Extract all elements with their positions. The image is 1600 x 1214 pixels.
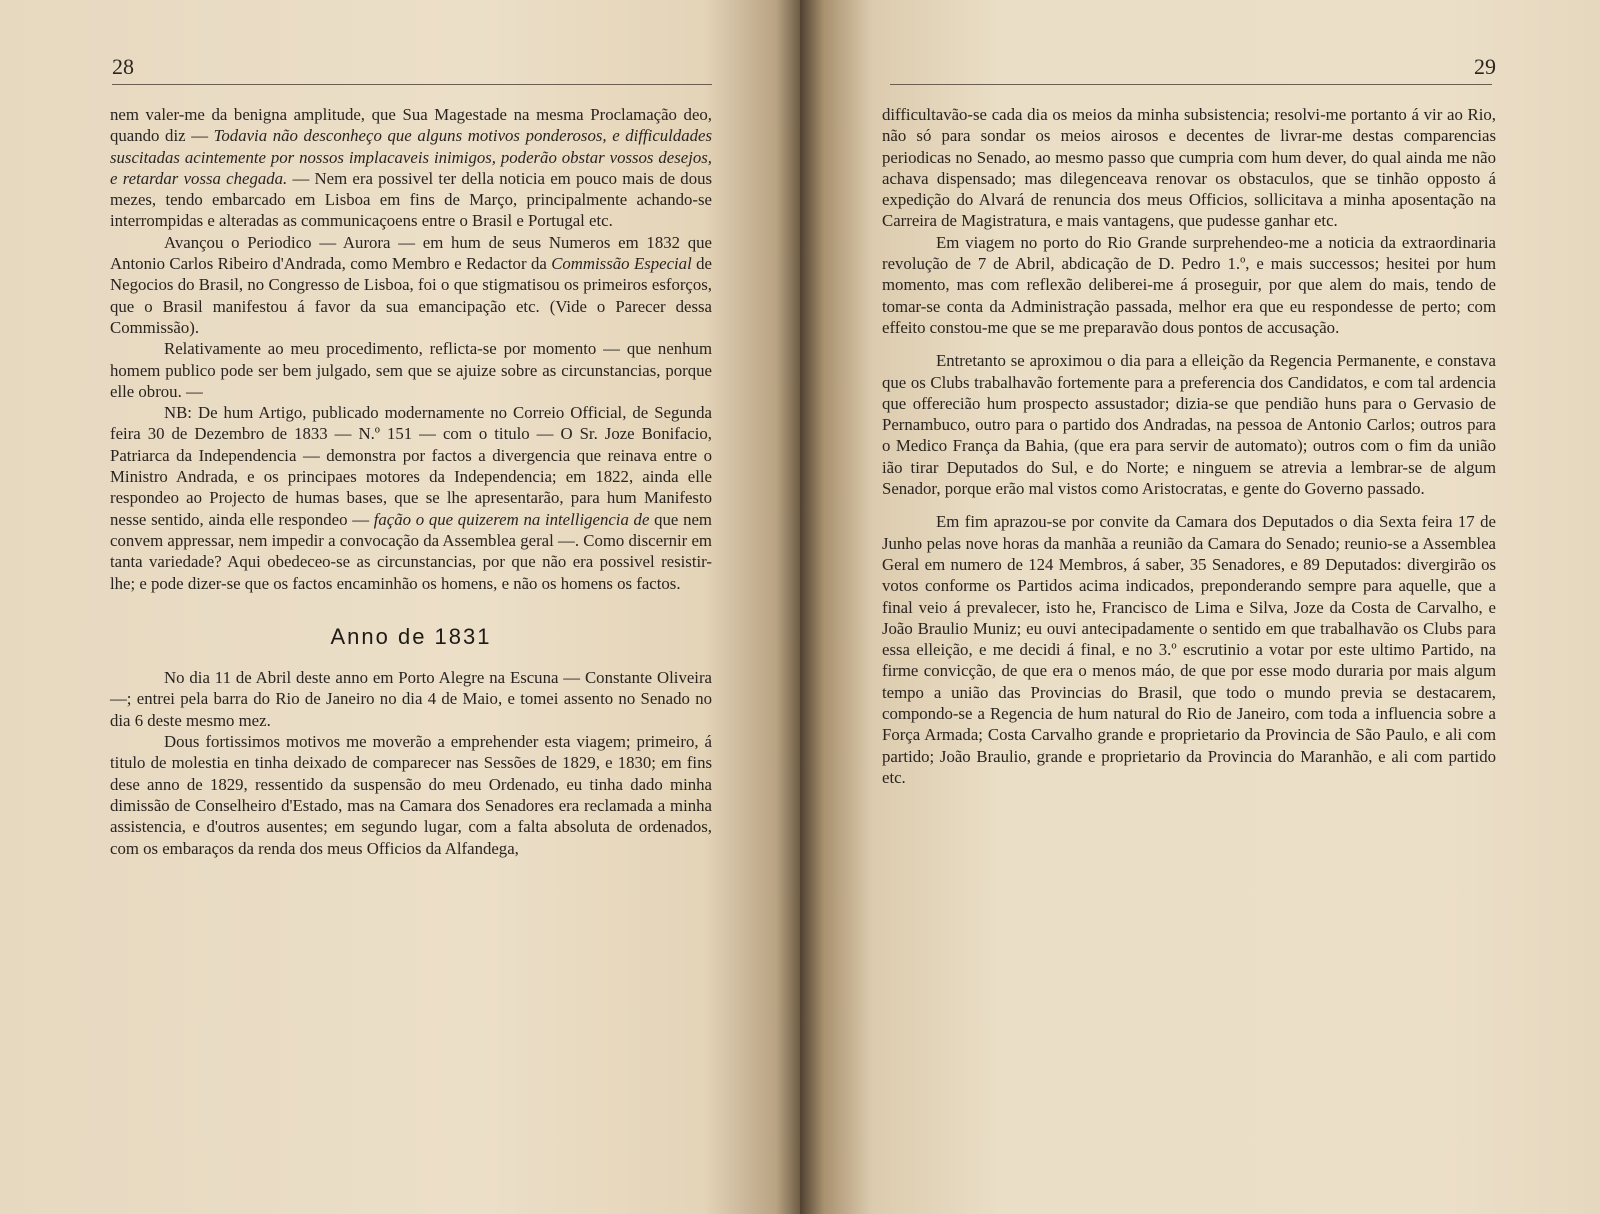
text-segment: Dous fortissimos motivos me moverão a emprehender esta viagem; primeiro, á titulo de molestia en tinha deixado de comparecer nas Sessões de 1829, e 1830; em fins dese anno de 1829, ressentido da suspensão do meu Ordenado, eu tinha dado minha dimissão de Conselheiro d'Estado, mas na Camara dos Senadores era reclamada a minha assistencia, e d'outros ausentes; em segundo lugar, com a falta absoluta de ordenados, com os embaraços da renda dos meus Officios da Alfandega, xyxy=(110,732,712,858)
left-page-text xyxy=(110,104,712,859)
page-number: 28 xyxy=(112,54,134,79)
right-page xyxy=(800,0,1600,1214)
text-segment: NB: De hum Artigo, publicado modernamente no Correio Official, de Segunda feira 30 de Dezembro de 1833 — N.º 151 — com o titulo — O Sr. Joze Bonifacio, Patriarca da Independencia — demonstra por factos a divergencia que reinava entre o Ministro Andrada, e os principaes motores da Independencia; em 1822, ainda elle respondeo ao Projecto de humas bases, que se lhe apresentarão, para hum Manifesto nesse sentido, ainda elle respondeo — xyxy=(110,403,712,529)
text-segment: Em viagem no porto do Rio Grande surprehendeo-me a noticia da extraordinaria revolução de 7 de Abril, abdicação de D. Pedro 1.º, e mais successos; hesitei por hum momento, mas com reflexão deliberei-me á proseguir, por que alem do mais, tendo de tomar-se conta da Administração passada, melhor era que eu respondesse de perto; com effeito constou-me que se me preparavão dous pontos de accusação. xyxy=(882,232,1496,337)
left-paragraphs-after-heading xyxy=(110,667,712,859)
page-number: 29 xyxy=(1474,54,1496,79)
paragraph xyxy=(110,104,712,232)
text-segment: que nem convem appressar, nem impedir a convocação da Assemblea geral —. Como discernir em tanta variedade? Aqui obedeceo-se as circunstancias, por que não era possivel resistir-lhe; e pode dizer-se que os factos encaminhão os homens, e não os homens os factos. xyxy=(110,509,712,593)
text-segment: Entretanto se aproximou o dia para a elleição da Regencia Permanente, e constava que os Clubs trabalhavão fortemente para a preferencia dos Candidatos, e com tal ardencia que offerecião hum prospecto assustador; dizia-se que pendião huns para o Gervasio de Pernambuco, outro para o partido dos Andradas, na pessoa de Antonio Carlos; outros para o Medico França da Bahia, (que era para servir de automato); outros com o fim da união ião tirar Deputados do Sul, e do Norte; e ninguem se atrevia a lembrar-se de algum Senador, porque erão mal vistos como Aristocratas, e gente do Governo passado. xyxy=(882,351,1496,499)
text-segment: difficultavão-se cada dia os meios da minha subsistencia; resolvi-me portanto á vir ao Rio, não só para sondar os meios airosos e decentes de livrar-me destas comparencias periodicas no Senado, ao mesmo passo que cumpria com hum dever, do qual ainda me não achava dispensado; mas dilegenceava renovar os obstaculos, que se tinhão opposto á expedição do Alvará de renuncia dos meus Officios, sollicitava a minha aposentação na Carreira de Magistratura, e mais vantagens, que pudesse ganhar etc. xyxy=(882,105,1496,231)
right-page-text xyxy=(882,104,1496,788)
paragraph xyxy=(110,338,712,402)
right-paragraphs xyxy=(882,104,1496,788)
section-heading: Anno de 1831 xyxy=(330,623,492,649)
text-segment: — Nem era possivel ter della noticia em pouco mais de dous mezes, tendo embarcado em Lisboa em fins de Março, principalmente achando-se interrompidas e alteradas as communicaçoens entre o Brasil e Portugal etc. xyxy=(110,168,713,231)
text-segment: Relativamente ao meu procedimento, reflicta-se por momento — que nenhum homem publico pode ser bem julgado, sem que se ajuize sobre as circunstancias, porque elle obrou. — xyxy=(110,339,712,401)
text-segment: nem valer-me da benigna amplitude, que Sua Magestade na mesma Proclamação deo, quando diz — xyxy=(110,105,712,146)
paragraph xyxy=(110,667,712,731)
paragraph xyxy=(110,232,712,338)
italic-text-segment: Commissão Especial xyxy=(551,254,692,274)
paragraph xyxy=(882,232,1496,338)
left-paragraphs-before-heading xyxy=(110,104,712,594)
paragraph xyxy=(110,731,712,859)
italic-text-segment: fação o que quizerem na intelligencia de xyxy=(373,509,650,529)
italic-text-segment: Todavia não desconheço que alguns motivos ponderosos, e difficuldades suscitadas acintemente por nossos implacaveis inimigos, poderão obstar vossos desejos, e retardar vossa chegada. xyxy=(110,126,712,188)
paragraph xyxy=(882,511,1496,788)
text-segment: No dia 11 de Abril deste anno em Porto Alegre na Escuna — Constante Oliveira —; entrei pela barra do Rio de Janeiro no dia 4 de Maio, e tomei assento no Senado no dia 6 deste mesmo mez. xyxy=(110,668,712,730)
paragraph xyxy=(110,402,712,594)
header-rule xyxy=(112,84,712,85)
text-segment: Avançou o Periodico — Aurora — em hum de seus Numeros em 1832 que Antonio Carlos Ribeiro d'Andrada, como Membro e Redactor da xyxy=(110,232,712,274)
header-rule xyxy=(890,84,1492,85)
paragraph xyxy=(882,350,1496,499)
text-segment: Em fim aprazou-se por convite da Camara dos Deputados o dia Sexta feira 17 de Junho pelas nove horas da manhãa a reunião da Camara do Senado; reunio-se a Assemblea Geral em numero de 124 Membros, á saber, 35 Senadores, e 89 Deputados: divergirão os votos conforme os Partidos acima indicados, preponderando sempre para aquelle, que a final veio á prevalecer, isto he, Francisco de Lima e Silva, Joze da Costa de Carvalho, e João Braulio Muniz; eu ouvi antecipadamente o sentido em que trabalhavão os Clubs para essa elleição, e me decidi á final, e no 3.º escrutinio a votar por este ultimo Partido, na firme convicção, de que era o menos máo, de que por esse modo duraria por mais algum tempo a união das Provincias do Brasil, que todo o mundo previa se destacarem, compondo-se a Regencia de hum natural do Rio de Janeiro, com toda a influencia sobre a Força Armada; Costa Carvalho grande e proprietario da Provincia de São Paulo, e ali com partido; João Braulio, grande e proprietario da Provincia do Maranhão, e ali com partido etc. xyxy=(882,512,1496,787)
text-segment: de Negocios do Brasil, no Congresso de Lisboa, foi o que stigmatisou os primeiros esforços, que o Brasil manifestou á favor da sua emancipação etc. (Vide o Parecer dessa Commissão). xyxy=(110,254,712,337)
paragraph xyxy=(882,104,1496,232)
